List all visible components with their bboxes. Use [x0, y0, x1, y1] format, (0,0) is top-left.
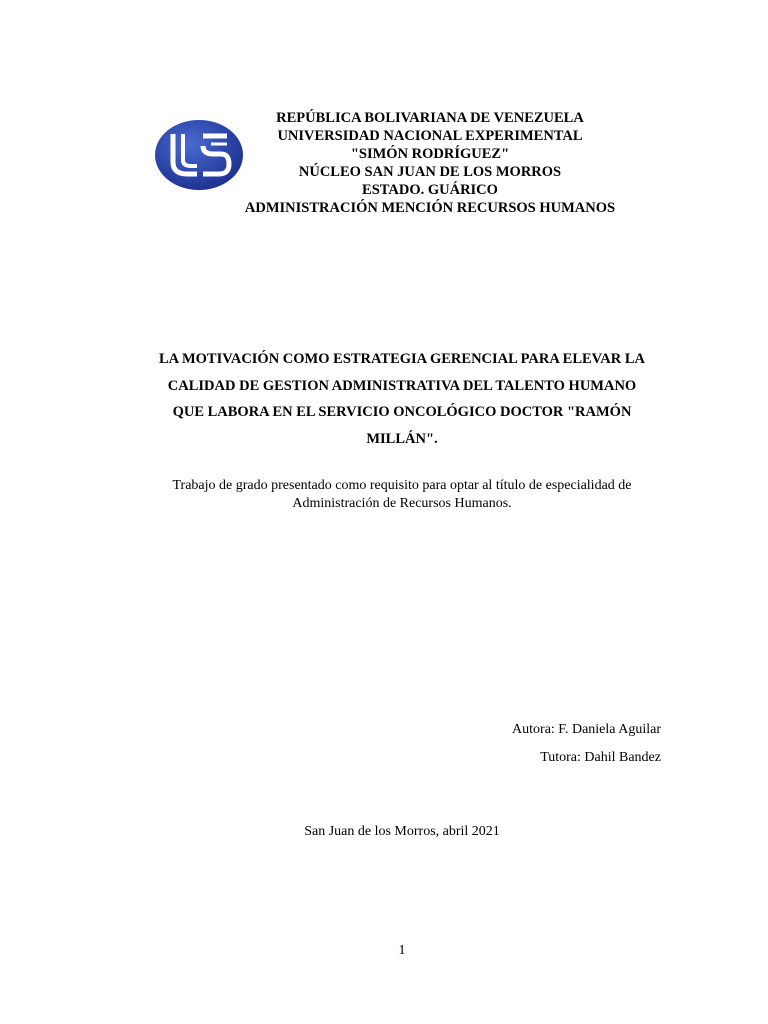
credits-block: [512, 716, 661, 772]
description-line: Trabajo de grado presentado como requisito para optar al título de especialidad de: [172, 478, 632, 493]
thesis-title: [130, 346, 674, 452]
author-name: Autora: F. Daniela Aguilar: [512, 722, 661, 737]
title-line: QUE LABORA EN EL SERVICIO ONCOLÓGICO DOCTOR "RAMÓN: [172, 404, 632, 420]
header-university: UNIVERSIDAD NACIONAL EXPERIMENTAL: [277, 128, 583, 144]
header-country: REPÚBLICA BOLIVARIANA DE VENEZUELA: [276, 110, 584, 126]
description-line: Administración de Recursos Humanos.: [292, 496, 512, 511]
title-line: MILLÁN".: [366, 430, 438, 447]
institution-header: [200, 109, 660, 217]
header-campus: NÚCLEO SAN JUAN DE LOS MORROS: [298, 164, 562, 180]
header-university-name: "SIMÓN RODRÍGUEZ": [350, 146, 510, 162]
title-line: LA MOTIVACIÓN COMO ESTRATEGIA GERENCIAL PARA ELEVAR LA: [159, 351, 645, 367]
header-state: ESTADO. GUÁRICO: [362, 182, 498, 198]
header-program: ADMINISTRACIÓN MENCIÓN RECURSOS HUMANOS: [244, 200, 616, 216]
thesis-description: [120, 477, 684, 513]
place-date: San Juan de los Morros, abril 2021: [304, 824, 500, 839]
title-line: CALIDAD DE GESTION ADMINISTRATIVA DEL TALENTO HUMANO: [167, 377, 637, 394]
page-number: 1: [398, 943, 406, 958]
tutor-name: Tutora: Dahil Bandez: [540, 750, 661, 765]
